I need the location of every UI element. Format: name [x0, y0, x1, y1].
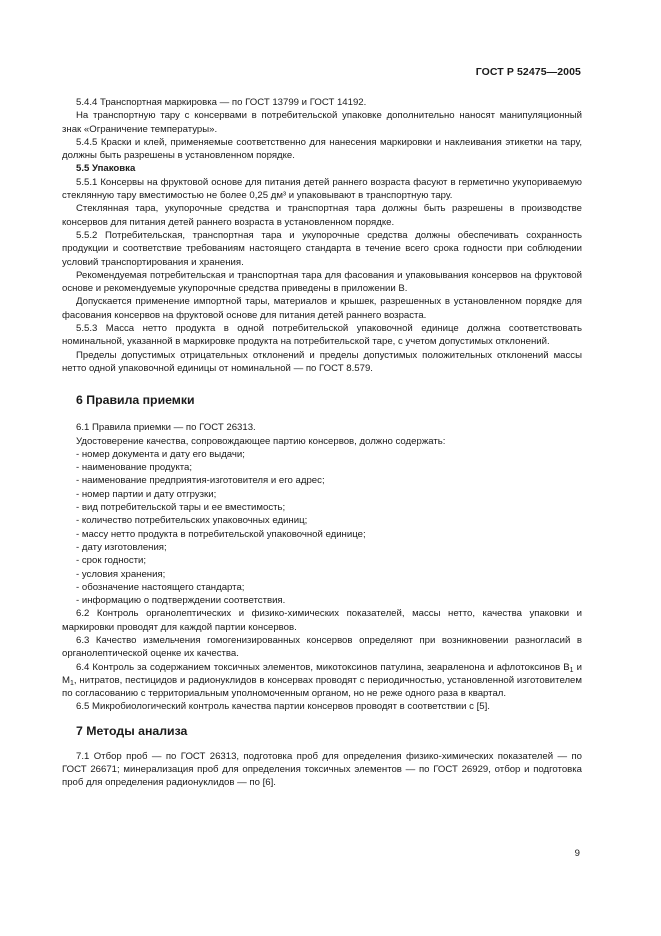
paragraph: 6.3 Качество измельчения гомогенизированных консервов определяют при возникновении разногласий в органолептической оценке их качества. [62, 634, 582, 660]
list-item: - информацию о подтверждении соответствия. [76, 595, 286, 607]
list-item: - массу нетто продукта в потребительской упаковочной единице; [76, 528, 366, 540]
paragraph: 6.5 Микробиологический контроль качества партии консервов проводят в соответствии с [5]. [76, 701, 490, 713]
paragraph: Допускается применение импортной тары, материалов и крышек, разрешенных в установленном порядке для фасования консервов на фруктовой основе для питания детей раннего возраста. [62, 296, 582, 321]
list-item: - количество потребительских упаковочных единиц; [76, 515, 308, 527]
paragraph: Удостоверение качества, сопровождающее партию консервов, должно содержать: [76, 435, 446, 447]
paragraph: 5.5.3 Масса нетто продукта в одной потребительской упаковочной единице должна соответствовать номинальной, указанной в маркировке продукта на потребительской таре, с учетом допустимых отклонений. [62, 323, 582, 348]
subscript: 1 [70, 679, 74, 687]
paragraph: Пределы допустимых отрицательных отклонений и пределы допустимых положительных отклонений массы нетто одной упаковочной единицы от номинальной — по ГОСТ 8.579. [62, 349, 582, 374]
subscript: 1 [569, 666, 574, 674]
paragraph: На транспортную тару с консервами в потребительской упаковке дополнительно наносят манипуляционный знак «Ограничение температуры». [62, 110, 582, 135]
list-item: - дату изготовления; [76, 541, 167, 553]
list-item: - срок годности; [76, 555, 147, 567]
paragraph: Рекомендуемая потребительская и транспортная тара для фасования и упаковывания консервов на фруктовой основе и рекомендуемые укупорочные средства приведены в приложении В. [62, 269, 582, 295]
paragraph: 6.2 Контроль органолептических и физико-химических показателей, массы нетто, качества упаковки и маркировки проводят для каждой партии консервов. [62, 608, 582, 633]
list-item: - наименование продукта; [76, 462, 193, 474]
standard-header: ГОСТ Р 52475—2005 [475, 66, 581, 78]
page-number: 9 [574, 848, 580, 859]
paragraph: 6.1 Правила приемки — по ГОСТ 26313. [76, 422, 256, 434]
paragraph: 7.1 Отбор проб — по ГОСТ 26313, подготовка проб для определения физико-химических показателей — по ГОСТ 26671; минерализация проб для определения токсичных элементов — по ГОСТ 26929, отбор и подготовка проб для определения радионуклидов — по [6]. [62, 750, 582, 789]
text-run: и М [62, 661, 582, 686]
text-run: 6.4 Контроль за содержанием токсичных элементов, микотоксинов патулина, зеараленона и афлотоксинов В [76, 661, 570, 673]
list-item: - обозначение настоящего стандарта; [76, 581, 245, 593]
section-heading: 7 Методы анализа [76, 723, 188, 738]
list-item: - номер документа и дату его выдачи; [76, 448, 245, 460]
list-item: - номер партии и дату отгрузки; [76, 488, 217, 500]
subsection-heading: 5.5 Упаковка [76, 163, 136, 175]
section-heading: 6 Правила приемки [76, 393, 195, 408]
list-item: - наименование предприятия-изготовителя и его адрес; [76, 475, 325, 487]
list-item: - вид потребительской тары и ее вместимость; [76, 502, 286, 514]
document-body [62, 96, 582, 790]
paragraph: 5.5.2 Потребительская, транспортная тара и укупорочные средства должны обеспечивать сохранность продукции и соответствие требованиям настоящего стандарта в течение всего срока годности при соблюдении условий транспортирования и хранения. [62, 229, 582, 268]
paragraph: 5.4.5 Краски и клей, применяемые соответственно для нанесения маркировки и наклеивания этикетки на тару, должны быть разрешены в установленном порядке. [62, 136, 582, 162]
paragraph [62, 661, 582, 701]
paragraph: 5.4.4 Транспортная маркировка — по ГОСТ 13799 и ГОСТ 14192. [76, 97, 367, 108]
text-run: , нитратов, пестицидов и радионуклидов в консервах проводят с периодичностью, установленной изготовителем по согласованию с территориальным уполномоченным органом, но не реже одного раза в квартал. [62, 674, 582, 700]
paragraph: 5.5.1 Консервы на фруктовой основе для питания детей раннего возраста фасуют в герметично укупориваемую стеклянную тару вместимостью не более 0,25 дм³ и упаковывают в транспортную тару. [62, 176, 582, 202]
paragraph: Стеклянная тара, укупорочные средства и транспортная тара должны быть разрешены в производстве консервов для питания детей раннего возраста в установленном порядке. [62, 203, 582, 228]
list-item: - условия хранения; [76, 568, 166, 580]
